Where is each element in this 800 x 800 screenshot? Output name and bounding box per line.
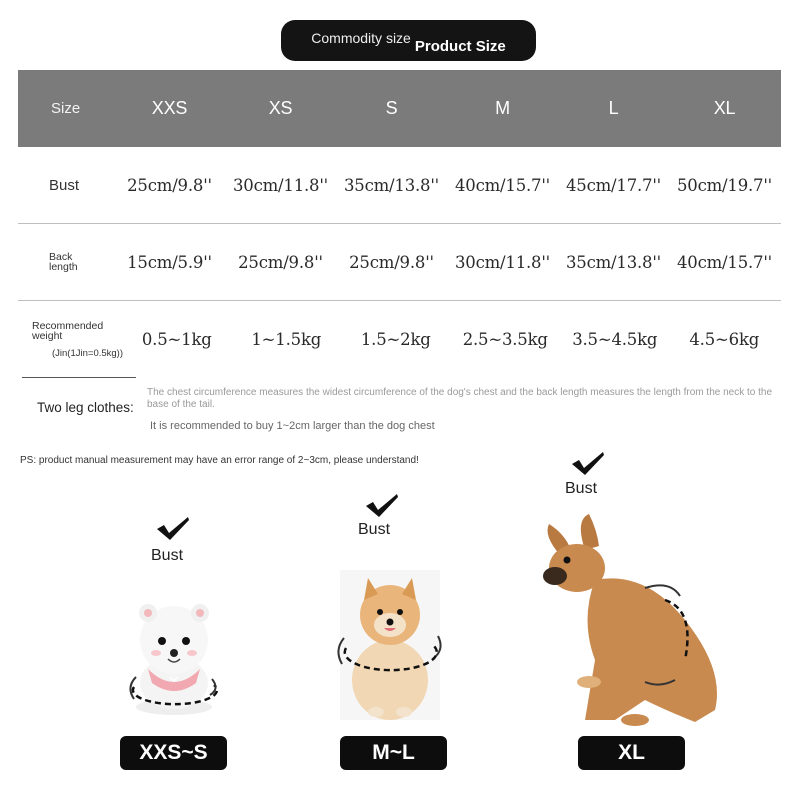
table-row-back-length [18, 224, 781, 301]
checkmark-icon [155, 515, 191, 541]
table-cell: 2.5~3.5kg [462, 330, 548, 349]
table-cell: 25cm/9.8'' [238, 252, 323, 272]
row-label-line: Recommended [32, 319, 104, 332]
table-cell: 3.5~4.5kg [572, 330, 658, 349]
title-commodity-size: Commodity size [311, 29, 411, 46]
table-cell: 30cm/11.8'' [454, 252, 551, 272]
table-cell: 1.5~2kg [360, 330, 431, 349]
table-cell: 25cm/9.8'' [127, 175, 212, 195]
size-badge-m-l: M~L [340, 736, 447, 770]
header-size-cell: XS [268, 98, 293, 118]
two-leg-label: Two leg clothes: [37, 400, 134, 415]
checkmark-icon [570, 450, 606, 476]
header-size-cell: S [385, 98, 398, 118]
header-size-cell: L [608, 98, 619, 118]
table-cell: 40cm/15.7'' [454, 175, 551, 195]
row-label-line: length [49, 261, 78, 273]
pomeranian-puppy-illustration [118, 595, 228, 720]
table-cell: 1~1.5kg [251, 330, 322, 349]
table-cell: 35cm/13.8'' [343, 175, 440, 195]
table-cell: 45cm/17.7'' [565, 175, 662, 195]
title-product-size: Product Size [414, 38, 506, 55]
row-label-line: weight [32, 329, 63, 342]
table-cell: 40cm/15.7'' [676, 252, 773, 272]
table-cell: 35cm/13.8'' [565, 252, 662, 272]
pomeranian-dog-illustration [330, 570, 450, 725]
table-cell: 0.5~1kg [141, 330, 212, 349]
size-badge-xl: XL [578, 736, 685, 770]
checkmark-icon [364, 492, 400, 518]
header-size-cell: M [495, 98, 510, 118]
header-size-cell: XL [713, 98, 736, 118]
table-cell: 4.5~6kg [689, 330, 760, 349]
french-bulldog-illustration [525, 510, 740, 730]
divider [22, 377, 136, 378]
header-label: Size [51, 100, 81, 117]
row-label-back-length [18, 252, 114, 272]
bust-label: Bust [358, 521, 391, 538]
table-cell: 30cm/11.8'' [232, 175, 329, 195]
row-label-line: Back [49, 251, 73, 263]
table-row-bust [18, 147, 781, 224]
header-size-cell: XXS [151, 98, 188, 118]
row-label-sub: (Jin(1Jin=0.5kg)) [52, 347, 124, 359]
ps-note: PS: product manual measurement may have an error range of 2~3cm, please understand! [20, 455, 419, 466]
table-header-row [18, 70, 781, 147]
bust-label: Bust [151, 547, 184, 564]
table-cell: 50cm/19.7'' [676, 175, 773, 195]
size-badge-xxs-s: XXS~S [120, 736, 227, 770]
table-row-weight [18, 301, 781, 378]
size-table [18, 70, 781, 378]
title-banner [281, 20, 536, 61]
recommend-note: It is recommended to buy 1~2cm larger than the dog chest [150, 420, 435, 432]
row-label-bust: Bust [49, 176, 80, 194]
bust-label: Bust [565, 480, 598, 497]
table-cell: 25cm/9.8'' [349, 252, 434, 272]
row-label-weight [18, 321, 122, 359]
table-cell: 15cm/5.9'' [127, 252, 212, 272]
measure-note: The chest circumference measures the widest circumference of the dog's chest and the back length measures the length from the neck to the base of the tail. [147, 387, 773, 410]
